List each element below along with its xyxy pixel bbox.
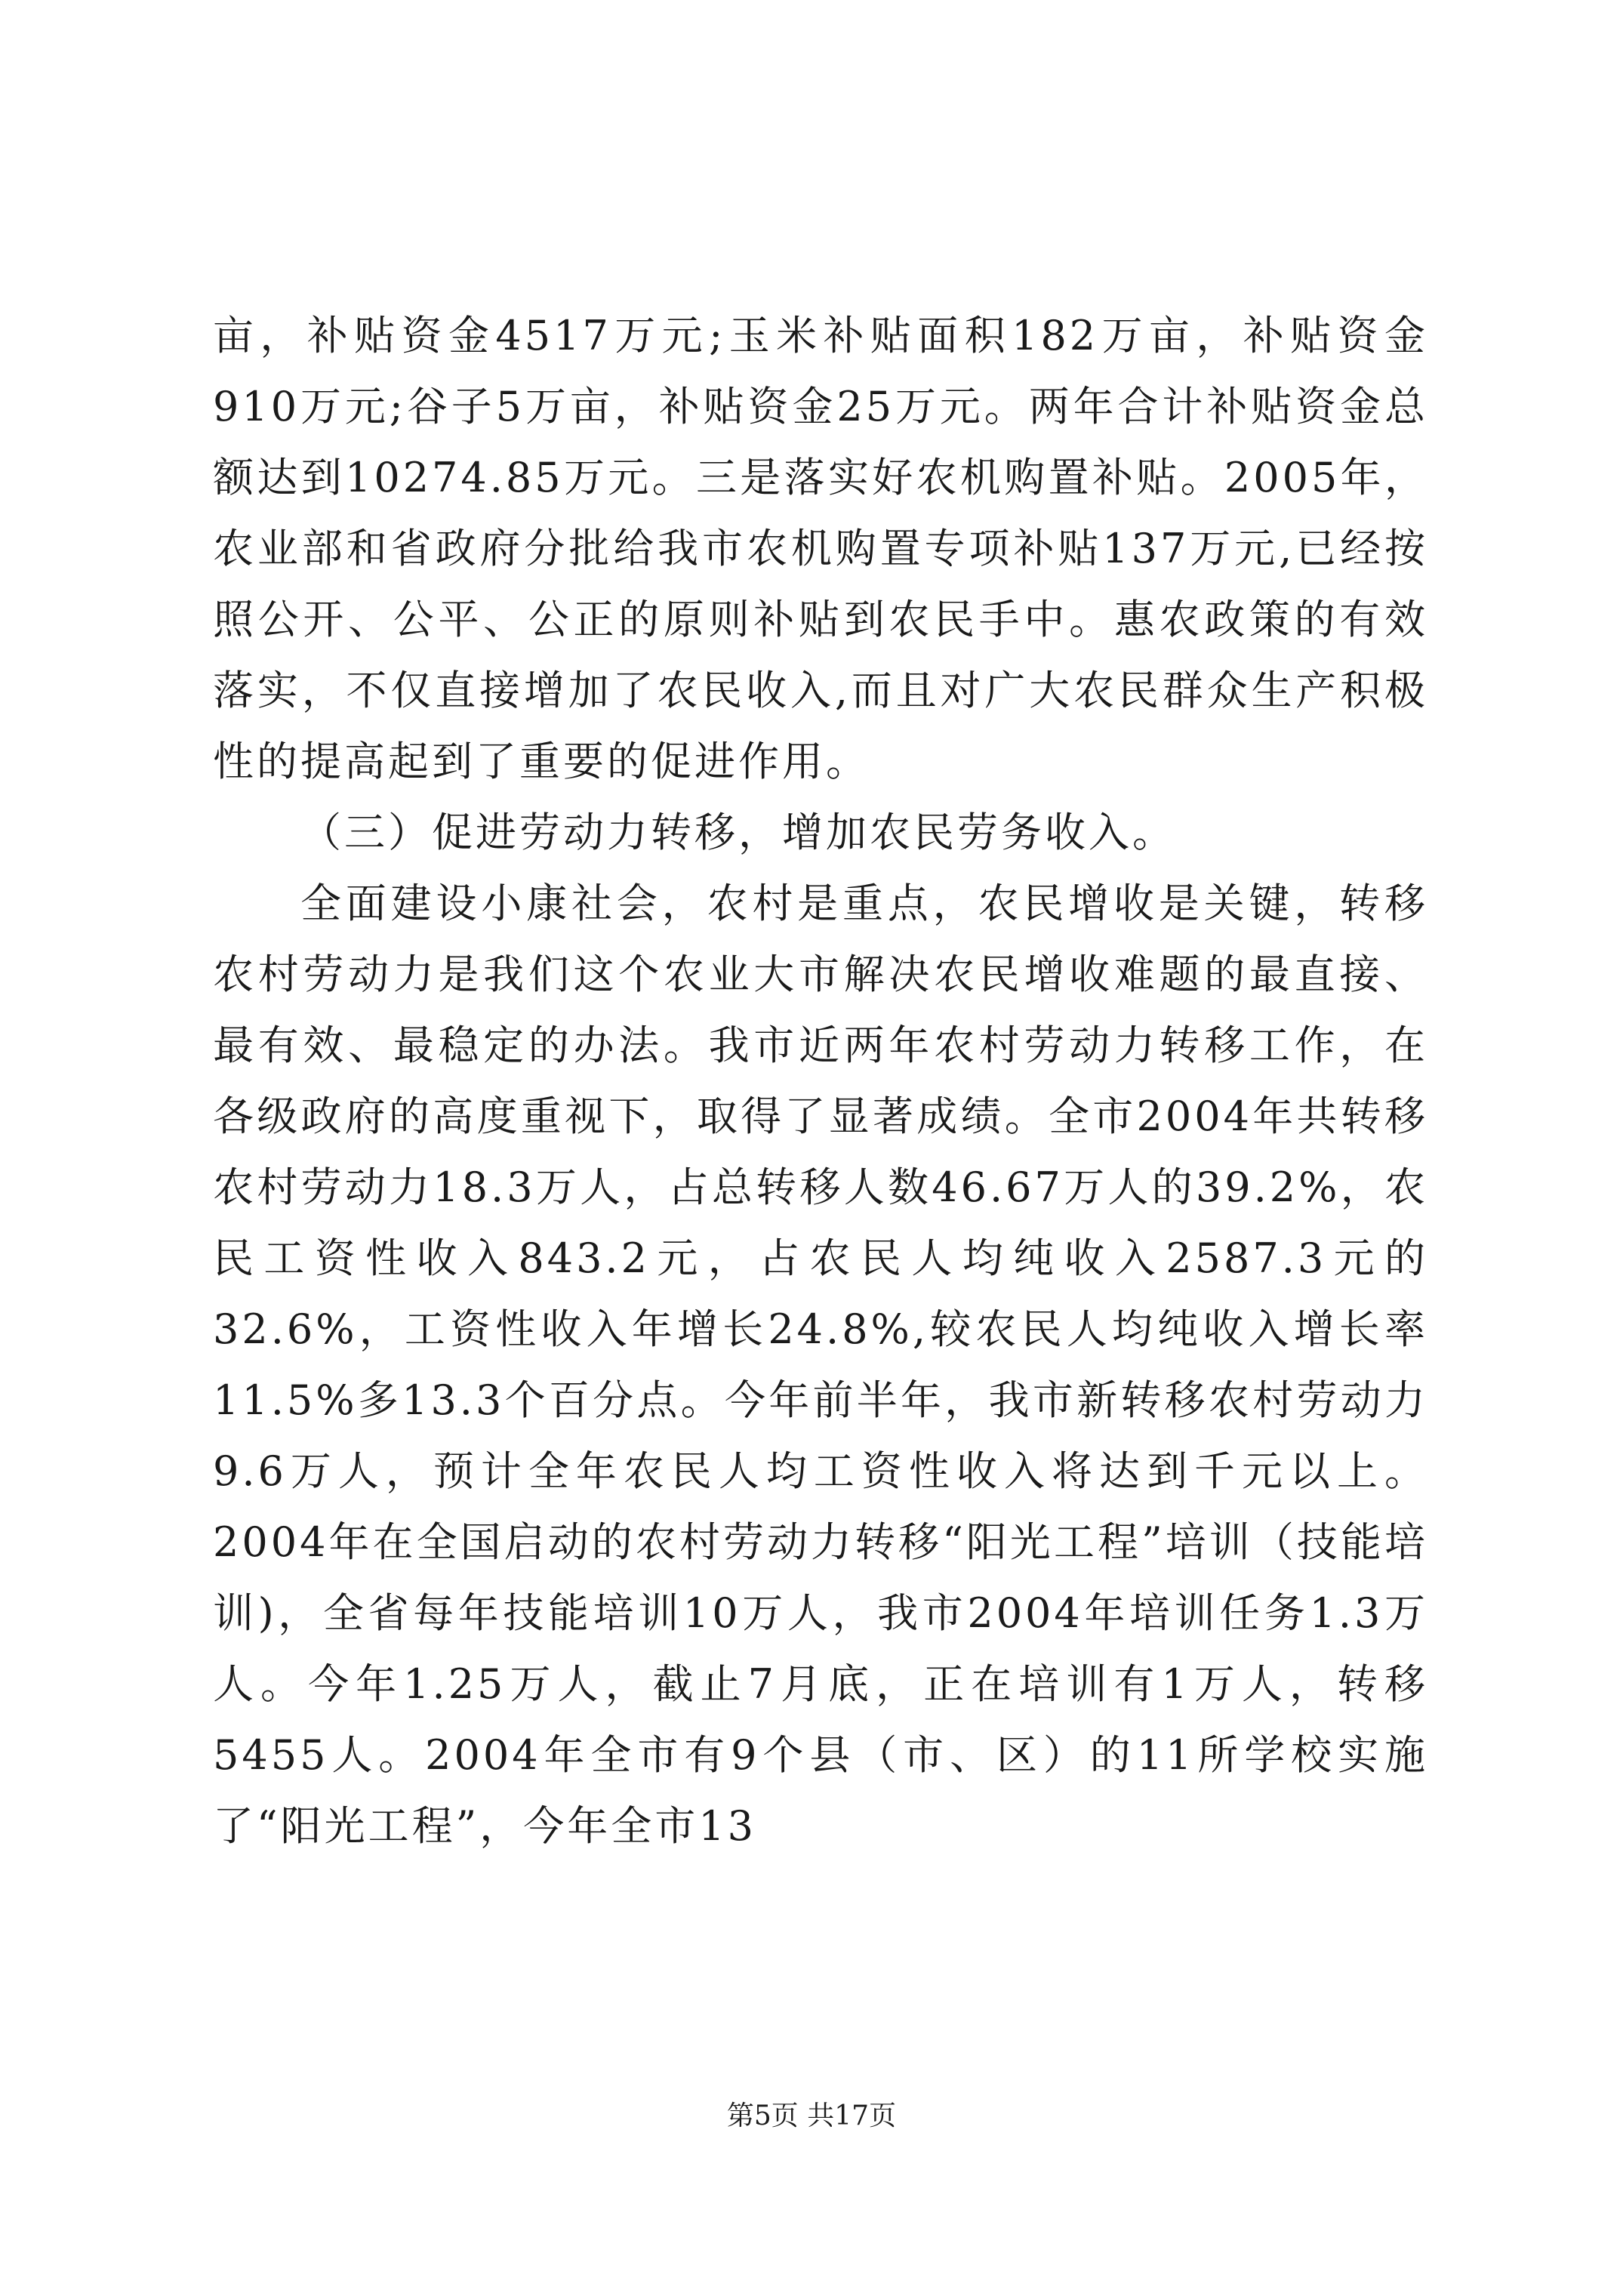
paragraph-labor-transfer: 全面建设小康社会，农村是重点，农民增收是关键，转移农村劳动力是我们这个农业大市解决农民增收难题的最直接、最有效、最稳定的办法。我市近两年农村劳动力转移工作，在各级政府的高度重视下，取得了显著成绩。全市2004年共转移农村劳动力18.3万人，占总转移人数46.67万人的39.2%，农民工资性收入843.2元，占农民人均纯收入2587.3元的32.6%，工资性收入年增长24.8%,较农民人均纯收入增长率11.5%多13.3个百分点。今年前半年，我市新转移农村劳动力9.6万人，预计全年农民人均工资性收入将达到千元以上。2004年在全国启动的农村劳动力转移“阳光工程”培训（技能培训)，全省每年技能培训10万人，我市2004年培训任务1.3万人。今年1.25万人，截止7月底，正在培训有1万人，转移5455人。2004年全市有9个县（市、区）的11所学校实施了“阳光工程”，今年全市13 — [213, 880, 1428, 1850]
body-text — [213, 300, 1428, 1862]
section-heading-labor-transfer: （三）促进劳动力转移，增加农民劳务收入。 — [300, 809, 1176, 856]
page-footer — [0, 2097, 1623, 2135]
paragraph-subsidy-continued: 亩，补贴资金4517万元;玉米补贴面积182万亩，补贴资金910万元;谷子5万亩，补贴资金25万元。两年合计补贴资金总额达到10274.85万元。三是落实好农机购置补贴。2005年，农业部和省政府分批给我市农机购置专项补贴137万元,已经按照公开、公平、公正的原则补贴到农民手中。惠农政策的有效落实，不仅直接增加了农民收入,而且对广大农民群众生产积极性的提高起到了重要的促进作用。 — [213, 312, 1428, 785]
page-number: 第5页 共17页 — [726, 2100, 897, 2131]
